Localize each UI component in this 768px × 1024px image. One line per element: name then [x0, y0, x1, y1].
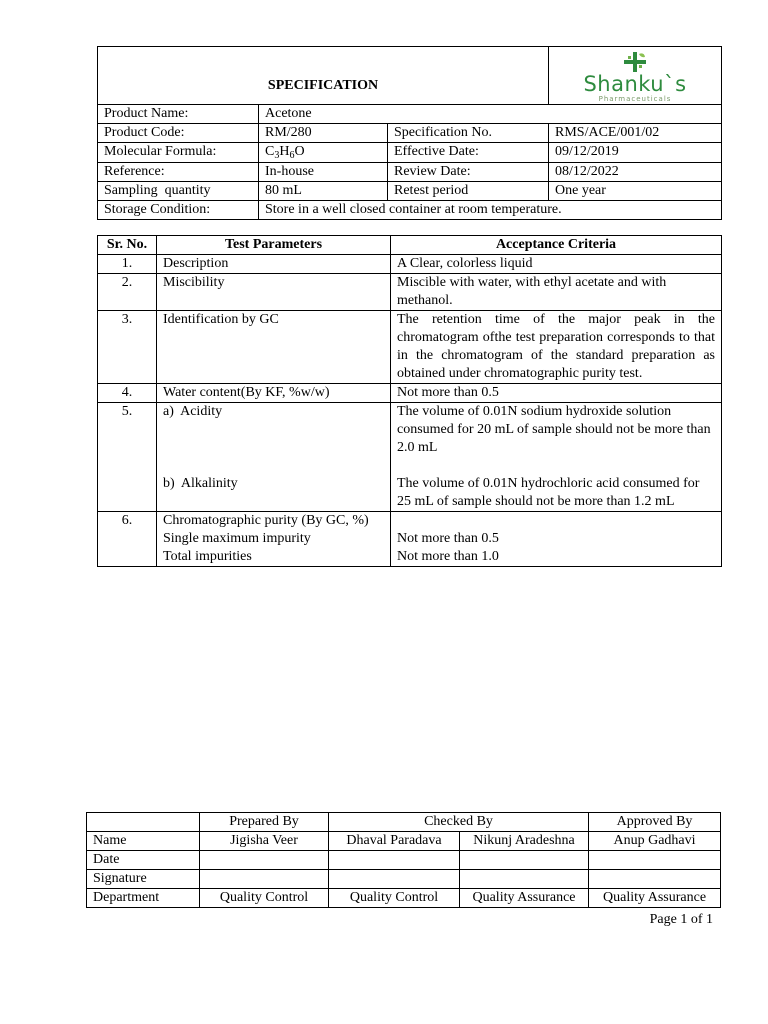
sr-no: 5. [98, 403, 157, 512]
signature-cell [589, 870, 721, 889]
product-code-value: RM/280 [259, 124, 388, 143]
sr-no: 1. [98, 255, 157, 274]
sampling-label: Sampling quantity [98, 182, 259, 201]
table-row [98, 255, 722, 274]
test-parameters-table [97, 235, 722, 567]
sr-no: 6. [98, 512, 157, 567]
plus-cross-leaf-icon [615, 51, 655, 73]
department-cell: Quality Control [200, 889, 329, 908]
date-cell [329, 851, 460, 870]
effective-date-value: 09/12/2019 [549, 143, 722, 163]
approved-by-name: Anup Gadhavi [589, 832, 721, 851]
page-number: Page 1 of 1 [649, 912, 713, 927]
storage-label: Storage Condition: [98, 201, 259, 220]
review-date-label: Review Date: [388, 163, 549, 182]
total-impurity-label: Total impurities [163, 549, 252, 564]
signature-cell [460, 870, 589, 889]
spec-no-value: RMS/ACE/001/02 [549, 124, 722, 143]
table-row [98, 274, 722, 311]
date-cell [460, 851, 589, 870]
signature-cell [200, 870, 329, 889]
acceptance-criteria: The retention time of the major peak in the chromatogram ofthe test preparation corresponds to that in the chromatogram of the standard preparation as obtained under chromatographic purity test. [391, 311, 722, 384]
sr-no: 2. [98, 274, 157, 311]
sr-no: 4. [98, 384, 157, 403]
product-code-label: Product Code: [98, 124, 259, 143]
storage-value: Store in a well closed container at room temperature. [259, 201, 722, 220]
signature-row-label: Signature [87, 870, 200, 889]
single-impurity-criteria: Not more than 0.5 [397, 531, 499, 546]
formula-label: Molecular Formula: [98, 143, 259, 163]
test-parameter [157, 512, 391, 567]
alkalinity-criteria: The volume of 0.01N hydrochloric acid consumed for 25 mL of sample should not be more than 1.2 mL [397, 476, 700, 509]
acceptance-criteria: Not more than 0.5 [391, 384, 722, 403]
col-sr-no: Sr. No. [98, 236, 157, 255]
reference-value: In-house [259, 163, 388, 182]
logo-subtitle: Pharmaceuticals [598, 95, 672, 103]
date-row-label: Date [87, 851, 200, 870]
prepared-by-name: Jigisha Veer [200, 832, 329, 851]
table-row [98, 512, 722, 567]
company-logo [549, 47, 722, 105]
retest-label: Retest period [388, 182, 549, 201]
signoff-table [86, 812, 721, 908]
review-date-value: 08/12/2022 [549, 163, 722, 182]
table-row [98, 311, 722, 384]
checked-by-name-2: Nikunj Aradeshna [460, 832, 589, 851]
test-parameter: Water content(By KF, %w/w) [157, 384, 391, 403]
product-name-value: Acetone [259, 105, 722, 124]
department-row-label: Department [87, 889, 200, 908]
acceptance-criteria: Miscible with water, with ethyl acetate and with methanol. [391, 274, 722, 311]
test-parameter [157, 403, 391, 512]
department-cell: Quality Assurance [589, 889, 721, 908]
product-name-label: Product Name: [98, 105, 259, 124]
total-impurity-criteria: Not more than 1.0 [397, 549, 499, 564]
date-cell [200, 851, 329, 870]
table-row [98, 384, 722, 403]
alkalinity-label: b) Alkalinity [163, 476, 238, 491]
prepared-by-header: Prepared By [200, 813, 329, 832]
signature-cell [329, 870, 460, 889]
department-cell: Quality Assurance [460, 889, 589, 908]
date-cell [589, 851, 721, 870]
spec-no-label: Specification No. [388, 124, 549, 143]
checked-by-header: Checked By [329, 813, 589, 832]
name-row-label: Name [87, 832, 200, 851]
approved-by-header: Approved By [589, 813, 721, 832]
spec-header-table [97, 46, 722, 220]
test-parameter: Miscibility [157, 274, 391, 311]
checked-by-name-1: Dhaval Paradava [329, 832, 460, 851]
acceptance-criteria: A Clear, colorless liquid [391, 255, 722, 274]
col-test-parameters: Test Parameters [157, 236, 391, 255]
test-parameter: Description [157, 255, 391, 274]
test-parameter: Identification by GC [157, 311, 391, 384]
table-header-row [98, 236, 722, 255]
logo-wordmark: Shanku`s [583, 72, 687, 96]
sr-no: 3. [98, 311, 157, 384]
acceptance-criteria [391, 403, 722, 512]
formula-value: $C_3H_6O$ [259, 143, 388, 163]
single-impurity-label: Single maximum impurity [163, 531, 311, 546]
reference-label: Reference: [98, 163, 259, 182]
retest-value: One year [549, 182, 722, 201]
sampling-value: 80 mL [259, 182, 388, 201]
table-row [98, 403, 722, 512]
effective-date-label: Effective Date: [388, 143, 549, 163]
acidity-label: a) Acidity [163, 404, 223, 419]
purity-title: Chromatographic purity (By GC, %) [163, 513, 369, 528]
acceptance-criteria [391, 512, 722, 567]
acidity-criteria: The volume of 0.01N sodium hydroxide solution consumed for 20 mL of sample should not be more than 2.0 mL [397, 404, 711, 455]
document-title: SPECIFICATION [98, 47, 549, 105]
col-acceptance-criteria: Acceptance Criteria [391, 236, 722, 255]
department-cell: Quality Control [329, 889, 460, 908]
